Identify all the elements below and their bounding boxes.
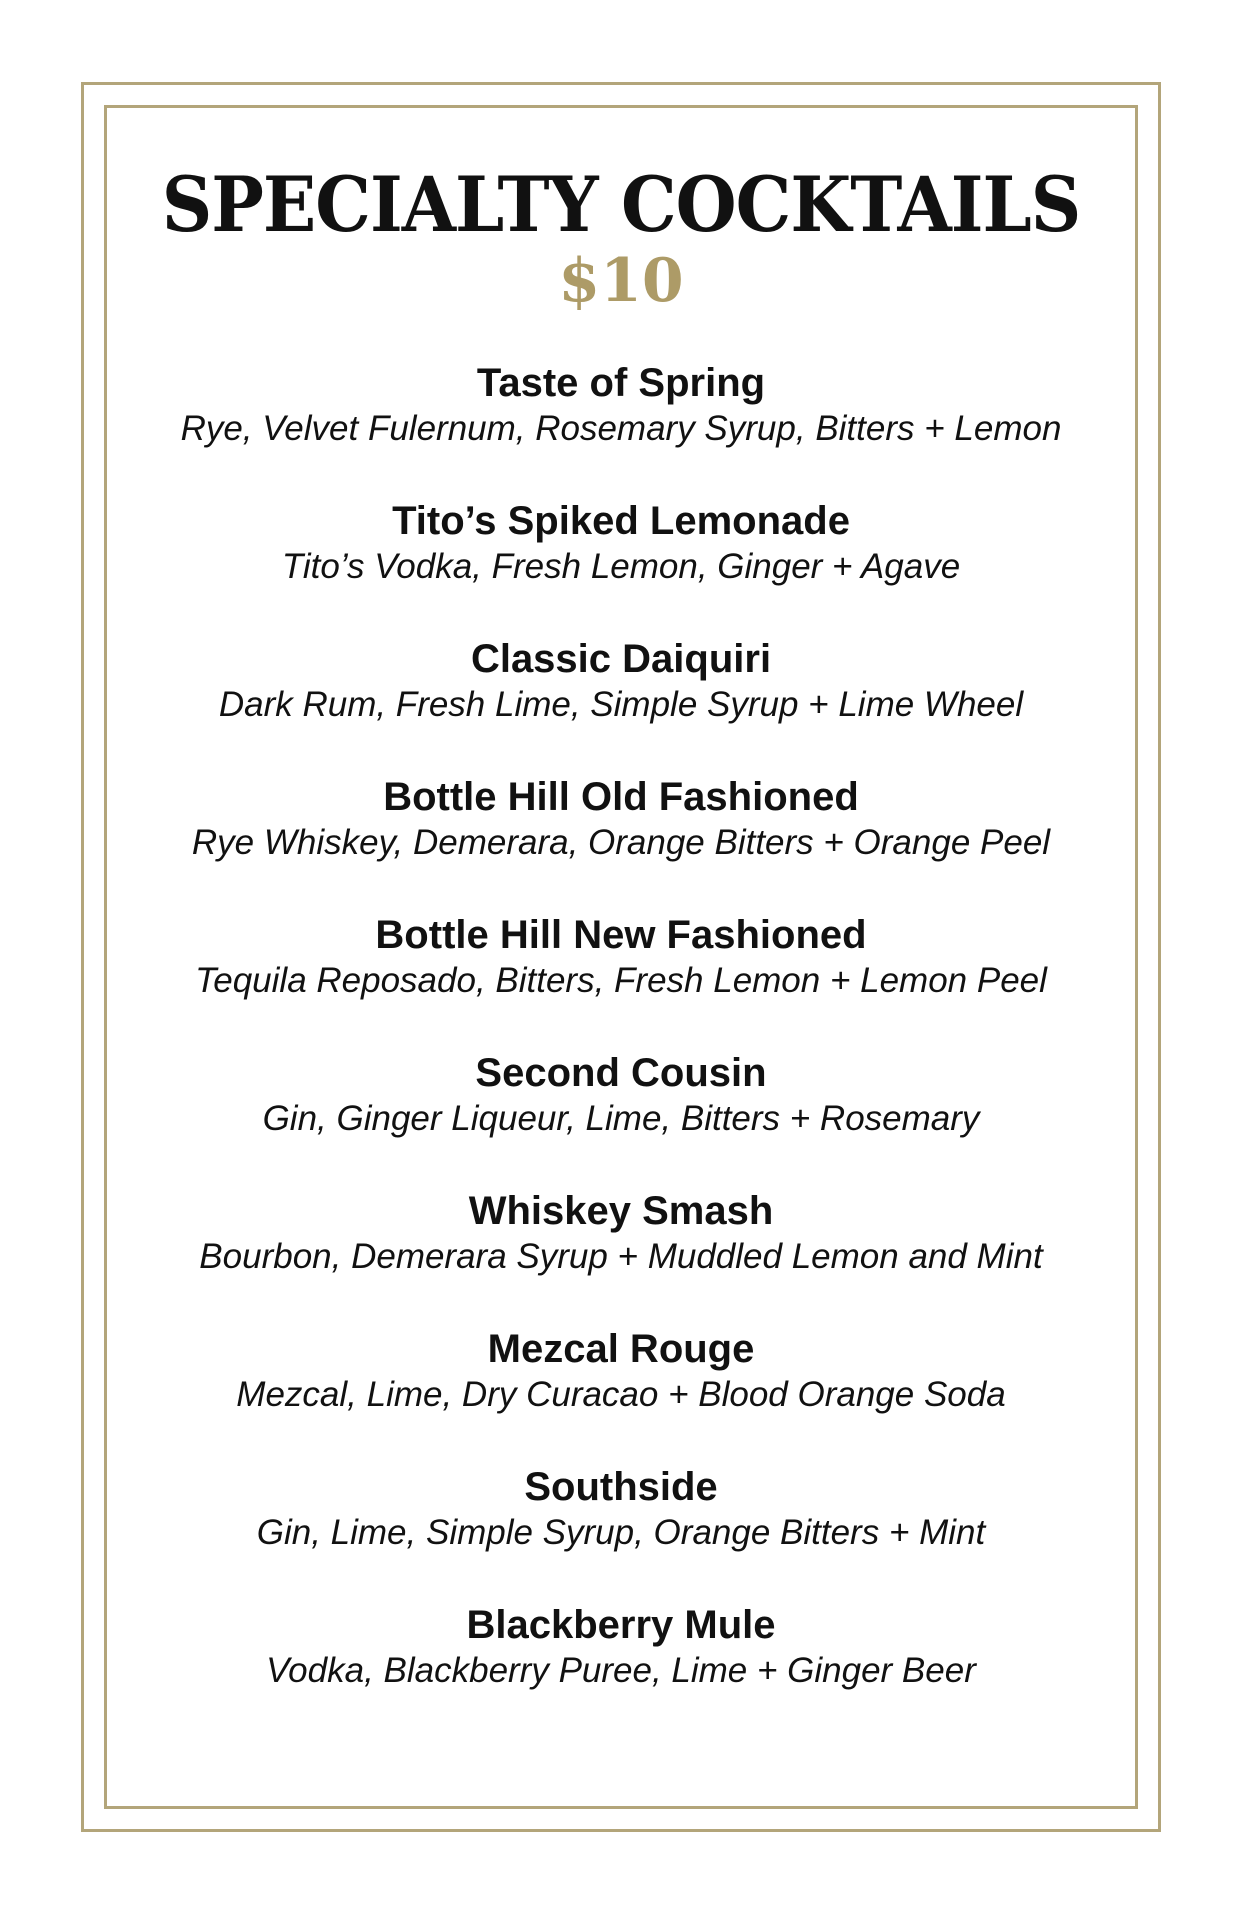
menu-title: SPECIALTY COCKTAILS <box>161 159 1081 250</box>
menu-item <box>104 911 1138 1049</box>
cocktail-list <box>104 359 1138 1739</box>
item-description: Rye Whiskey, Demerara, Orange Bitters + Orange Peel <box>191 823 1051 862</box>
menu-price: $10 <box>558 246 684 316</box>
menu-item <box>104 1325 1138 1463</box>
item-name: Blackberry Mule <box>466 1603 776 1647</box>
item-description: Dark Rum, Fresh Lime, Simple Syrup + Lime Wheel <box>218 685 1024 724</box>
item-description: Tito’s Vodka, Fresh Lemon, Ginger + Agave <box>281 547 961 586</box>
item-name: Southside <box>524 1465 718 1509</box>
menu-item <box>104 1049 1138 1187</box>
item-name: Second Cousin <box>475 1051 767 1095</box>
item-description: Mezcal, Lime, Dry Curacao + Blood Orange Soda <box>236 1375 1006 1414</box>
item-description: Tequila Reposado, Bitters, Fresh Lemon + Lemon Peel <box>195 961 1047 1000</box>
item-name: Bottle Hill New Fashioned <box>375 913 867 957</box>
item-description: Vodka, Blackberry Puree, Lime + Ginger Beer <box>266 1651 976 1690</box>
item-name: Tito’s Spiked Lemonade <box>392 499 850 543</box>
item-name: Taste of Spring <box>476 361 766 405</box>
item-name: Whiskey Smash <box>468 1189 774 1233</box>
item-name: Classic Daiquiri <box>470 637 772 681</box>
item-description: Gin, Lime, Simple Syrup, Orange Bitters + Mint <box>256 1513 986 1552</box>
item-description: Bourbon, Demerara Syrup + Muddled Lemon and Mint <box>199 1237 1043 1276</box>
menu-item <box>104 773 1138 911</box>
menu-item <box>104 1187 1138 1325</box>
menu-card <box>104 105 1138 1739</box>
item-description: Rye, Velvet Fulernum, Rosemary Syrup, Bitters + Lemon <box>180 409 1062 448</box>
menu-item <box>104 1463 1138 1601</box>
item-name: Mezcal Rouge <box>487 1327 755 1371</box>
item-description: Gin, Ginger Liqueur, Lime, Bitters + Rosemary <box>262 1099 980 1138</box>
menu-item <box>104 359 1138 497</box>
menu-item <box>104 635 1138 773</box>
item-name: Bottle Hill Old Fashioned <box>383 775 859 819</box>
menu-item <box>104 497 1138 635</box>
menu-item <box>104 1601 1138 1739</box>
